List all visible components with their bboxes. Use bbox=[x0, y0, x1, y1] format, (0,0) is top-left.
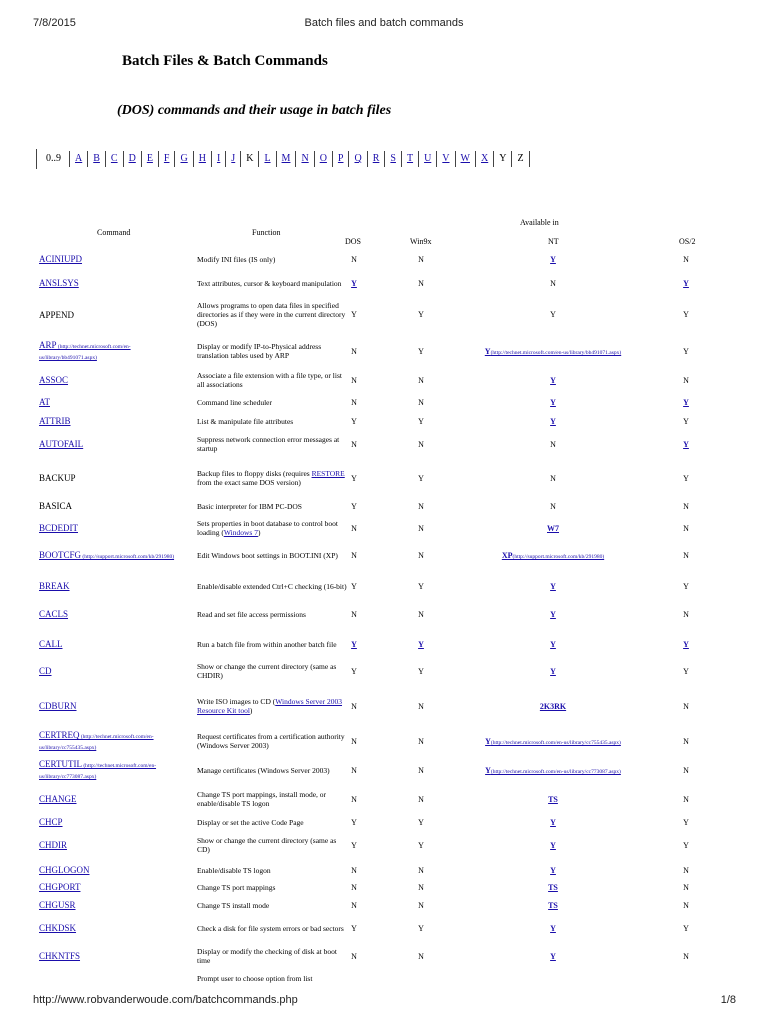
cell-nt: Y bbox=[550, 310, 556, 319]
cell-function: Manage certificates (Windows Server 2003) bbox=[197, 766, 330, 775]
cell-dos: N bbox=[351, 551, 357, 560]
cell-function: Display or modify the checking of disk at boot time bbox=[197, 947, 337, 965]
index-letter-k: K bbox=[241, 151, 259, 167]
cell-os2: N bbox=[683, 795, 689, 804]
cell-w9x: N bbox=[418, 524, 424, 533]
cell-command[interactable]: ARP (http://technet.microsoft.com/en-us/library/bb491071.aspx) bbox=[39, 340, 131, 361]
cell-function: List & manipulate file attributes bbox=[197, 417, 294, 426]
cell-dos[interactable]: Y bbox=[351, 640, 357, 649]
cell-w9x: N bbox=[418, 702, 424, 711]
cell-w9x: Y bbox=[418, 841, 424, 850]
cell-nt[interactable]: Y bbox=[550, 841, 556, 850]
cell-w9x: Y bbox=[418, 310, 424, 319]
cell-nt[interactable]: Y bbox=[550, 417, 556, 426]
cell-function: Read and set file access permissions bbox=[197, 610, 306, 619]
cell-w9x: N bbox=[418, 866, 424, 875]
cell-dos: N bbox=[351, 398, 357, 407]
cell-function: Enable/disable TS logon bbox=[197, 866, 271, 875]
cell-command: BASICA bbox=[39, 501, 73, 511]
cell-nt[interactable]: Y bbox=[550, 924, 556, 933]
cell-command[interactable]: ACINIUPD bbox=[39, 254, 83, 264]
cell-function: Associate a file extension with a file type, or list all associations bbox=[197, 371, 342, 389]
cell-command[interactable]: CERTREQ (http://technet.microsoft.com/en-us/library/cc755435.aspx) bbox=[39, 730, 154, 751]
cell-dos: N bbox=[351, 255, 357, 264]
cell-nt[interactable]: W7 bbox=[547, 524, 559, 533]
cell-os2: Y bbox=[683, 417, 689, 426]
cell-nt[interactable]: Y bbox=[550, 866, 556, 875]
cell-nt: N bbox=[550, 474, 556, 483]
index-letter-a[interactable]: A bbox=[70, 151, 88, 167]
cell-function: Display or modify IP-to-Physical address translation tables used by ARP bbox=[197, 342, 322, 360]
cell-w9x: N bbox=[418, 255, 424, 264]
index-letter-y: Y bbox=[494, 151, 512, 167]
cell-os2: N bbox=[683, 866, 689, 875]
cell-w9x: Y bbox=[418, 474, 424, 483]
cell-command[interactable]: CHGLOGON bbox=[39, 865, 90, 875]
cell-dos: Y bbox=[351, 667, 357, 676]
cell-os2: Y bbox=[683, 310, 689, 319]
cell-w9x: N bbox=[418, 440, 424, 449]
cell-dos[interactable]: Y bbox=[351, 279, 357, 288]
cell-os2: Y bbox=[683, 841, 689, 850]
cell-function: Display or set the active Code Page bbox=[197, 818, 304, 827]
cell-dos: Y bbox=[351, 818, 357, 827]
cell-function: Sets properties in boot database to control boot loading (Windows 7) bbox=[197, 519, 339, 537]
cell-function: Basic interpreter for IBM PC-DOS bbox=[197, 502, 302, 511]
cell-nt[interactable]: Y bbox=[550, 398, 556, 407]
col-header-nt: NT bbox=[548, 237, 559, 246]
cell-nt[interactable]: Y bbox=[550, 952, 556, 961]
cell-nt[interactable]: Y bbox=[550, 667, 556, 676]
cell-os2: N bbox=[683, 766, 689, 775]
cell-function: Change TS port mappings bbox=[197, 883, 276, 892]
col-header-win9x: Win9x bbox=[410, 237, 432, 246]
cell-w9x[interactable]: Y bbox=[418, 640, 424, 649]
cell-command[interactable]: AUTOFAIL bbox=[39, 439, 84, 449]
cell-nt: N bbox=[550, 279, 556, 288]
index-letter-o[interactable]: O bbox=[315, 151, 333, 167]
cell-function: Run a batch file from within another batch file bbox=[197, 640, 337, 649]
cell-os2[interactable]: Y bbox=[683, 279, 689, 288]
print-date: 7/8/2015 bbox=[33, 17, 76, 29]
cell-function: Show or change the current directory (same as CD) bbox=[197, 836, 337, 854]
cell-nt[interactable]: XP(http://support.microsoft.com/kb/291980) bbox=[501, 551, 605, 560]
cell-os2: Y bbox=[683, 924, 689, 933]
index-letter-f[interactable]: F bbox=[159, 151, 176, 167]
index-letter-g[interactable]: G bbox=[175, 151, 193, 167]
cell-nt[interactable]: Y bbox=[550, 255, 556, 264]
cell-function: Show or change the current directory (same as CHDIR) bbox=[197, 662, 337, 680]
cell-os2[interactable]: Y bbox=[683, 640, 689, 649]
cell-os2: Y bbox=[683, 667, 689, 676]
cell-command[interactable]: CHGUSR bbox=[39, 900, 76, 910]
cell-nt[interactable]: Y bbox=[550, 818, 556, 827]
cell-os2[interactable]: Y bbox=[683, 440, 689, 449]
cell-function: Enable/disable extended Ctrl+C checking (16-bit) bbox=[197, 582, 347, 591]
cell-w9x: N bbox=[418, 376, 424, 385]
index-letter-v[interactable]: V bbox=[437, 151, 455, 167]
cell-function: Text attributes, cursor & keyboard manipulation bbox=[197, 279, 342, 288]
cell-os2: N bbox=[683, 255, 689, 264]
cell-os2[interactable]: Y bbox=[683, 398, 689, 407]
index-letter-s[interactable]: S bbox=[385, 151, 402, 167]
cell-os2: N bbox=[683, 901, 689, 910]
cell-dos: N bbox=[351, 376, 357, 385]
cell-command[interactable]: ASSOC bbox=[39, 375, 69, 385]
index-letter-i[interactable]: I bbox=[212, 151, 226, 167]
cell-os2: N bbox=[683, 524, 689, 533]
cell-command: BACKUP bbox=[39, 473, 76, 483]
page-subtitle: (DOS) commands and their usage in batch files bbox=[117, 103, 392, 118]
cell-dos: N bbox=[351, 883, 357, 892]
cell-function: Change TS install mode bbox=[197, 901, 270, 910]
cell-w9x: N bbox=[418, 398, 424, 407]
cell-dos: N bbox=[351, 347, 357, 356]
cell-command[interactable]: CACLS bbox=[39, 609, 69, 619]
index-letter-b[interactable]: B bbox=[88, 151, 106, 167]
index-letter-h[interactable]: H bbox=[194, 151, 212, 167]
cell-dos: Y bbox=[351, 841, 357, 850]
cell-command[interactable]: CDBURN bbox=[39, 701, 77, 711]
index-letter-q[interactable]: Q bbox=[349, 151, 367, 167]
cell-os2: Y bbox=[683, 582, 689, 591]
index-letter-d[interactable]: D bbox=[124, 151, 142, 167]
col-header-available-in: Available in bbox=[520, 218, 559, 227]
cell-command[interactable]: CHKNTFS bbox=[39, 951, 81, 961]
cell-os2: N bbox=[683, 883, 689, 892]
index-letter-n[interactable]: N bbox=[296, 151, 314, 167]
cell-command[interactable]: BOOTCFG (http://support.microsoft.com/kb/291980) bbox=[39, 550, 175, 560]
inline-link[interactable]: Windows 7 bbox=[223, 528, 258, 537]
alphabet-index bbox=[36, 149, 530, 169]
cell-w9x: Y bbox=[418, 582, 424, 591]
cell-function: Command line scheduler bbox=[197, 398, 272, 407]
cell-command[interactable]: CALL bbox=[39, 639, 63, 649]
index-letter-u[interactable]: U bbox=[419, 151, 437, 167]
cell-dos: Y bbox=[351, 310, 357, 319]
cell-w9x: N bbox=[418, 952, 424, 961]
cell-w9x: Y bbox=[418, 818, 424, 827]
cell-os2: N bbox=[683, 551, 689, 560]
cell-dos: N bbox=[351, 440, 357, 449]
inline-link[interactable]: RESTORE bbox=[311, 469, 345, 478]
cell-function: Edit Windows boot settings in BOOT.INI (XP) bbox=[197, 551, 338, 560]
cell-dos: Y bbox=[351, 474, 357, 483]
index-letter-09: 0..9 bbox=[37, 151, 70, 167]
cell-dos: N bbox=[351, 952, 357, 961]
cell-w9x: N bbox=[418, 795, 424, 804]
cell-nt[interactable]: Y(http://technet.microsoft.com/en-us/library/bb491071.aspx) bbox=[484, 347, 622, 356]
cell-command[interactable]: CHKDSK bbox=[39, 923, 77, 933]
cell-command[interactable]: CHCP bbox=[39, 817, 63, 827]
cell-w9x: Y bbox=[418, 417, 424, 426]
cell-dos: N bbox=[351, 702, 357, 711]
print-footer-url: http://www.robvanderwoude.com/batchcommands.php bbox=[33, 994, 298, 1006]
cell-dos: Y bbox=[351, 502, 357, 511]
cell-function: Modify INI files (IS only) bbox=[197, 255, 276, 264]
cell-dos: N bbox=[351, 901, 357, 910]
print-header-title: Batch files and batch commands bbox=[304, 17, 464, 29]
cell-w9x: N bbox=[418, 737, 424, 746]
cell-nt[interactable]: Y(http://technet.microsoft.com/en-us/library/cc773087.aspx) bbox=[485, 766, 621, 775]
col-header-os2: OS/2 bbox=[679, 237, 696, 246]
cell-os2: Y bbox=[683, 474, 689, 483]
cell-w9x: Y bbox=[418, 667, 424, 676]
cell-nt[interactable]: Y bbox=[550, 582, 556, 591]
cell-dos: N bbox=[351, 766, 357, 775]
cell-w9x: N bbox=[418, 502, 424, 511]
cell-command[interactable]: CHGPORT bbox=[39, 882, 81, 892]
col-header-dos: DOS bbox=[345, 237, 362, 246]
cell-dos: Y bbox=[351, 924, 357, 933]
cell-dos: N bbox=[351, 795, 357, 804]
cell-function: Check a disk for file system errors or bad sectors bbox=[197, 924, 344, 933]
cell-os2: N bbox=[683, 702, 689, 711]
cell-command[interactable]: BCDEDIT bbox=[39, 523, 78, 533]
cell-nt[interactable]: TS bbox=[548, 901, 558, 910]
cell-dos: N bbox=[351, 737, 357, 746]
cell-os2: N bbox=[683, 952, 689, 961]
cell-os2: Y bbox=[683, 818, 689, 827]
index-letter-t[interactable]: T bbox=[402, 151, 419, 167]
index-letter-m[interactable]: M bbox=[277, 151, 297, 167]
cell-os2: N bbox=[683, 737, 689, 746]
cell-w9x: Y bbox=[418, 924, 424, 933]
cell-dos: N bbox=[351, 524, 357, 533]
cell-function: Allows programs to open data files in specified directories as if they were in the current directory (DOS) bbox=[197, 301, 346, 328]
cell-dos: Y bbox=[351, 582, 357, 591]
cell-command[interactable]: BREAK bbox=[39, 581, 70, 591]
cell-os2: N bbox=[683, 610, 689, 619]
cell-w9x: N bbox=[418, 279, 424, 288]
print-page-number: 1/8 bbox=[720, 994, 736, 1006]
index-letter-c[interactable]: C bbox=[106, 151, 124, 167]
col-header-function: Function bbox=[252, 228, 281, 237]
cell-nt[interactable]: 2K3RK bbox=[539, 702, 567, 711]
index-letter-p[interactable]: P bbox=[333, 151, 350, 167]
cell-command: APPEND bbox=[39, 310, 75, 320]
cell-function: Backup files to floppy disks (requires RESTORE from the exact same DOS version) bbox=[197, 469, 345, 487]
cell-dos: Y bbox=[351, 417, 357, 426]
cell-command[interactable]: CHANGE bbox=[39, 794, 77, 804]
index-letter-x[interactable]: X bbox=[476, 151, 494, 167]
cell-command[interactable]: CHDIR bbox=[39, 840, 68, 850]
cell-w9x: N bbox=[418, 901, 424, 910]
cell-nt: N bbox=[550, 502, 556, 511]
cell-w9x: Y bbox=[418, 347, 424, 356]
col-header-command: Command bbox=[97, 228, 131, 237]
cell-w9x: N bbox=[418, 766, 424, 775]
cell-os2: N bbox=[683, 376, 689, 385]
cell-function: Change TS port mappings, install mode, or enable/disable TS logon bbox=[197, 790, 327, 808]
cell-command[interactable]: CERTUTIL (http://technet.microsoft.com/en-us/library/cc773087.aspx) bbox=[39, 759, 157, 780]
cell-w9x: N bbox=[418, 551, 424, 560]
cell-os2: Y bbox=[683, 347, 689, 356]
cell-command[interactable]: ATTRIB bbox=[39, 416, 71, 426]
index-letter-z: Z bbox=[512, 151, 529, 167]
index-letter-l[interactable]: L bbox=[259, 151, 276, 167]
index-letter-e[interactable]: E bbox=[142, 151, 159, 167]
cell-nt[interactable]: TS bbox=[548, 883, 558, 892]
cell-nt[interactable]: Y(http://technet.microsoft.com/en-us/library/cc755435.aspx) bbox=[485, 737, 621, 746]
inline-link[interactable]: Windows Server 2003 Resource Kit tool bbox=[197, 697, 343, 715]
cell-w9x: N bbox=[418, 883, 424, 892]
cell-command[interactable]: AT bbox=[39, 397, 50, 407]
cell-function: Suppress network connection error messages at startup bbox=[197, 435, 340, 453]
cell-w9x: N bbox=[418, 610, 424, 619]
cell-dos: N bbox=[351, 866, 357, 875]
cell-nt: N bbox=[550, 440, 556, 449]
cell-nt[interactable]: Y bbox=[550, 610, 556, 619]
cell-function: Prompt user to choose option from list bbox=[197, 974, 313, 983]
index-letter-j[interactable]: J bbox=[226, 151, 241, 167]
cell-nt[interactable]: Y bbox=[550, 640, 556, 649]
cell-os2: N bbox=[683, 502, 689, 511]
index-letter-w[interactable]: W bbox=[456, 151, 476, 167]
index-letter-r[interactable]: R bbox=[368, 151, 386, 167]
page-title: Batch Files & Batch Commands bbox=[122, 53, 328, 69]
cell-nt[interactable]: Y bbox=[550, 376, 556, 385]
cell-nt[interactable]: TS bbox=[548, 795, 558, 804]
cell-command[interactable]: ANSI.SYS bbox=[39, 278, 79, 288]
cell-function: Write ISO images to CD (Windows Server 2003 Resource Kit tool) bbox=[197, 697, 343, 715]
cell-command[interactable]: CD bbox=[39, 666, 52, 676]
cell-dos: N bbox=[351, 610, 357, 619]
cell-function: Request certificates from a certification authority (Windows Server 2003) bbox=[197, 732, 345, 750]
